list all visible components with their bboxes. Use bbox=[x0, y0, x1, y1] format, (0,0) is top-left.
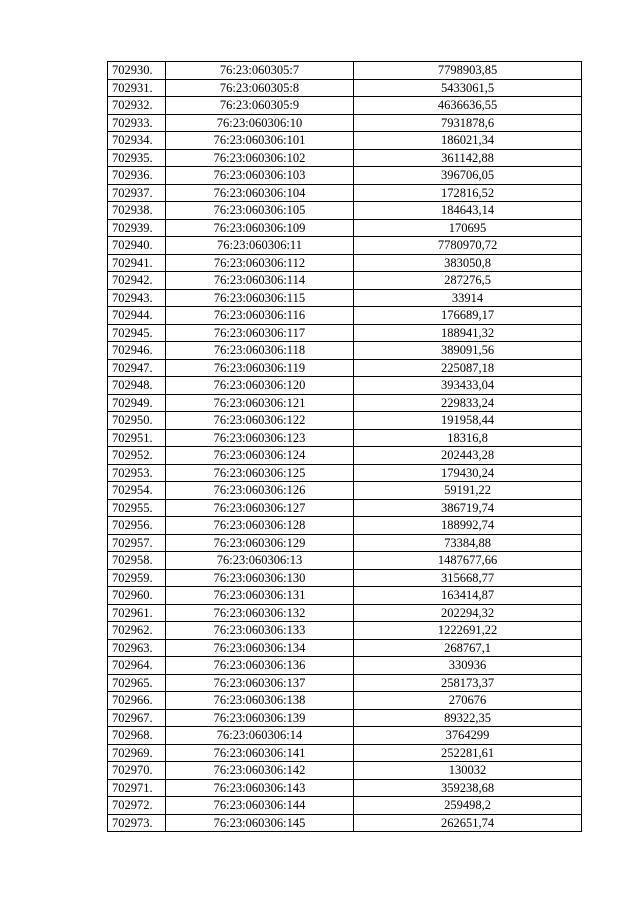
table-body bbox=[108, 62, 582, 832]
cadastral-value-table bbox=[107, 61, 582, 832]
table-row bbox=[108, 692, 582, 710]
row-number-cell: 702946. bbox=[108, 342, 166, 360]
cadastral-value-cell: 188941,32 bbox=[354, 324, 582, 342]
cadastral-value-cell: 202294,32 bbox=[354, 604, 582, 622]
cadastral-number-cell: 76:23:060306:144 bbox=[166, 797, 354, 815]
table-row bbox=[108, 814, 582, 832]
table-row bbox=[108, 359, 582, 377]
cadastral-number-cell: 76:23:060306:14 bbox=[166, 727, 354, 745]
table-row bbox=[108, 727, 582, 745]
cadastral-value-cell: 330936 bbox=[354, 657, 582, 675]
cadastral-value-cell: 4636636,55 bbox=[354, 97, 582, 115]
table-row bbox=[108, 202, 582, 220]
cadastral-value-cell: 225087,18 bbox=[354, 359, 582, 377]
cadastral-number-cell: 76:23:060306:122 bbox=[166, 412, 354, 430]
row-number-cell: 702943. bbox=[108, 289, 166, 307]
table-row bbox=[108, 709, 582, 727]
row-number-cell: 702955. bbox=[108, 499, 166, 517]
table-row bbox=[108, 272, 582, 290]
cadastral-value-cell: 262651,74 bbox=[354, 814, 582, 832]
row-number-cell: 702941. bbox=[108, 254, 166, 272]
cadastral-number-cell: 76:23:060306:128 bbox=[166, 517, 354, 535]
cadastral-number-cell: 76:23:060306:117 bbox=[166, 324, 354, 342]
table-row bbox=[108, 132, 582, 150]
row-number-cell: 702970. bbox=[108, 762, 166, 780]
row-number-cell: 702965. bbox=[108, 674, 166, 692]
table-row bbox=[108, 517, 582, 535]
cadastral-value-cell: 359238,68 bbox=[354, 779, 582, 797]
row-number-cell: 702957. bbox=[108, 534, 166, 552]
table-row bbox=[108, 114, 582, 132]
row-number-cell: 702961. bbox=[108, 604, 166, 622]
cadastral-number-cell: 76:23:060306:109 bbox=[166, 219, 354, 237]
cadastral-number-cell: 76:23:060306:136 bbox=[166, 657, 354, 675]
row-number-cell: 702959. bbox=[108, 569, 166, 587]
cadastral-number-cell: 76:23:060305:8 bbox=[166, 79, 354, 97]
cadastral-number-cell: 76:23:060306:115 bbox=[166, 289, 354, 307]
table-row bbox=[108, 482, 582, 500]
cadastral-value-cell: 170695 bbox=[354, 219, 582, 237]
table-row bbox=[108, 797, 582, 815]
cadastral-number-cell: 76:23:060306:127 bbox=[166, 499, 354, 517]
table-row bbox=[108, 534, 582, 552]
cadastral-value-cell: 163414,87 bbox=[354, 587, 582, 605]
cadastral-number-cell: 76:23:060306:13 bbox=[166, 552, 354, 570]
cadastral-number-cell: 76:23:060306:102 bbox=[166, 149, 354, 167]
cadastral-number-cell: 76:23:060306:134 bbox=[166, 639, 354, 657]
cadastral-number-cell: 76:23:060306:126 bbox=[166, 482, 354, 500]
table-row bbox=[108, 289, 582, 307]
table-row bbox=[108, 464, 582, 482]
cadastral-value-cell: 33914 bbox=[354, 289, 582, 307]
cadastral-value-cell: 179430,24 bbox=[354, 464, 582, 482]
table-row bbox=[108, 657, 582, 675]
cadastral-value-cell: 1487677,66 bbox=[354, 552, 582, 570]
table-row bbox=[108, 342, 582, 360]
row-number-cell: 702963. bbox=[108, 639, 166, 657]
cadastral-number-cell: 76:23:060306:139 bbox=[166, 709, 354, 727]
cadastral-value-cell: 361142,88 bbox=[354, 149, 582, 167]
row-number-cell: 702954. bbox=[108, 482, 166, 500]
cadastral-value-cell: 186021,34 bbox=[354, 132, 582, 150]
row-number-cell: 702930. bbox=[108, 62, 166, 80]
cadastral-number-cell: 76:23:060306:11 bbox=[166, 237, 354, 255]
cadastral-value-cell: 59191,22 bbox=[354, 482, 582, 500]
row-number-cell: 702969. bbox=[108, 744, 166, 762]
cadastral-value-cell: 188992,74 bbox=[354, 517, 582, 535]
row-number-cell: 702948. bbox=[108, 377, 166, 395]
row-number-cell: 702944. bbox=[108, 307, 166, 325]
table-row bbox=[108, 429, 582, 447]
cadastral-value-cell: 315668,77 bbox=[354, 569, 582, 587]
table-row bbox=[108, 762, 582, 780]
row-number-cell: 702962. bbox=[108, 622, 166, 640]
cadastral-value-cell: 7798903,85 bbox=[354, 62, 582, 80]
cadastral-value-cell: 184643,14 bbox=[354, 202, 582, 220]
row-number-cell: 702940. bbox=[108, 237, 166, 255]
table-row bbox=[108, 237, 582, 255]
cadastral-value-cell: 5433061,5 bbox=[354, 79, 582, 97]
cadastral-number-cell: 76:23:060306:121 bbox=[166, 394, 354, 412]
table-row bbox=[108, 569, 582, 587]
cadastral-number-cell: 76:23:060306:130 bbox=[166, 569, 354, 587]
cadastral-value-cell: 191958,44 bbox=[354, 412, 582, 430]
cadastral-number-cell: 76:23:060306:143 bbox=[166, 779, 354, 797]
cadastral-number-cell: 76:23:060306:124 bbox=[166, 447, 354, 465]
table-row bbox=[108, 412, 582, 430]
cadastral-number-cell: 76:23:060306:112 bbox=[166, 254, 354, 272]
table-row bbox=[108, 604, 582, 622]
cadastral-value-cell: 287276,5 bbox=[354, 272, 582, 290]
cadastral-number-cell: 76:23:060306:131 bbox=[166, 587, 354, 605]
row-number-cell: 702933. bbox=[108, 114, 166, 132]
cadastral-value-cell: 18316,8 bbox=[354, 429, 582, 447]
cadastral-value-cell: 252281,61 bbox=[354, 744, 582, 762]
table-row bbox=[108, 394, 582, 412]
cadastral-value-cell: 393433,04 bbox=[354, 377, 582, 395]
cadastral-value-cell: 229833,24 bbox=[354, 394, 582, 412]
row-number-cell: 702952. bbox=[108, 447, 166, 465]
cadastral-value-cell: 259498,2 bbox=[354, 797, 582, 815]
cadastral-value-cell: 270676 bbox=[354, 692, 582, 710]
row-number-cell: 702938. bbox=[108, 202, 166, 220]
row-number-cell: 702967. bbox=[108, 709, 166, 727]
cadastral-number-cell: 76:23:060306:125 bbox=[166, 464, 354, 482]
table-row bbox=[108, 324, 582, 342]
cadastral-value-cell: 130032 bbox=[354, 762, 582, 780]
table-row bbox=[108, 149, 582, 167]
table-row bbox=[108, 167, 582, 185]
row-number-cell: 702971. bbox=[108, 779, 166, 797]
table-row bbox=[108, 552, 582, 570]
cadastral-value-cell: 258173,37 bbox=[354, 674, 582, 692]
table-row bbox=[108, 79, 582, 97]
table-row bbox=[108, 587, 582, 605]
cadastral-number-cell: 76:23:060306:137 bbox=[166, 674, 354, 692]
row-number-cell: 702964. bbox=[108, 657, 166, 675]
row-number-cell: 702945. bbox=[108, 324, 166, 342]
row-number-cell: 702958. bbox=[108, 552, 166, 570]
cadastral-value-cell: 386719,74 bbox=[354, 499, 582, 517]
cadastral-number-cell: 76:23:060306:103 bbox=[166, 167, 354, 185]
table-row bbox=[108, 674, 582, 692]
cadastral-value-cell: 202443,28 bbox=[354, 447, 582, 465]
cadastral-number-cell: 76:23:060306:133 bbox=[166, 622, 354, 640]
cadastral-number-cell: 76:23:060306:119 bbox=[166, 359, 354, 377]
row-number-cell: 702968. bbox=[108, 727, 166, 745]
cadastral-number-cell: 76:23:060306:129 bbox=[166, 534, 354, 552]
cadastral-value-cell: 73384,88 bbox=[354, 534, 582, 552]
cadastral-number-cell: 76:23:060306:142 bbox=[166, 762, 354, 780]
row-number-cell: 702960. bbox=[108, 587, 166, 605]
cadastral-number-cell: 76:23:060306:105 bbox=[166, 202, 354, 220]
cadastral-number-cell: 76:23:060305:9 bbox=[166, 97, 354, 115]
table-row bbox=[108, 622, 582, 640]
cadastral-number-cell: 76:23:060306:114 bbox=[166, 272, 354, 290]
table-row bbox=[108, 499, 582, 517]
cadastral-number-cell: 76:23:060306:123 bbox=[166, 429, 354, 447]
row-number-cell: 702937. bbox=[108, 184, 166, 202]
row-number-cell: 702947. bbox=[108, 359, 166, 377]
row-number-cell: 702949. bbox=[108, 394, 166, 412]
table-row bbox=[108, 62, 582, 80]
row-number-cell: 702934. bbox=[108, 132, 166, 150]
table-row bbox=[108, 447, 582, 465]
cadastral-number-cell: 76:23:060306:104 bbox=[166, 184, 354, 202]
table-row bbox=[108, 97, 582, 115]
cadastral-number-cell: 76:23:060306:141 bbox=[166, 744, 354, 762]
cadastral-number-cell: 76:23:060306:138 bbox=[166, 692, 354, 710]
cadastral-number-cell: 76:23:060306:132 bbox=[166, 604, 354, 622]
cadastral-value-cell: 7780970,72 bbox=[354, 237, 582, 255]
cadastral-value-cell: 7931878,6 bbox=[354, 114, 582, 132]
cadastral-value-cell: 389091,56 bbox=[354, 342, 582, 360]
cadastral-value-cell: 383050,8 bbox=[354, 254, 582, 272]
cadastral-number-cell: 76:23:060306:120 bbox=[166, 377, 354, 395]
cadastral-number-cell: 76:23:060306:118 bbox=[166, 342, 354, 360]
cadastral-value-cell: 1222691,22 bbox=[354, 622, 582, 640]
row-number-cell: 702935. bbox=[108, 149, 166, 167]
cadastral-value-cell: 3764299 bbox=[354, 727, 582, 745]
cadastral-value-cell: 172816,52 bbox=[354, 184, 582, 202]
table-row bbox=[108, 377, 582, 395]
row-number-cell: 702942. bbox=[108, 272, 166, 290]
cadastral-number-cell: 76:23:060306:101 bbox=[166, 132, 354, 150]
row-number-cell: 702936. bbox=[108, 167, 166, 185]
row-number-cell: 702956. bbox=[108, 517, 166, 535]
cadastral-value-cell: 176689,17 bbox=[354, 307, 582, 325]
table-row bbox=[108, 779, 582, 797]
row-number-cell: 702932. bbox=[108, 97, 166, 115]
cadastral-number-cell: 76:23:060305:7 bbox=[166, 62, 354, 80]
cadastral-number-cell: 76:23:060306:116 bbox=[166, 307, 354, 325]
cadastral-number-cell: 76:23:060306:145 bbox=[166, 814, 354, 832]
cadastral-number-cell: 76:23:060306:10 bbox=[166, 114, 354, 132]
row-number-cell: 702931. bbox=[108, 79, 166, 97]
table-row bbox=[108, 254, 582, 272]
row-number-cell: 702973. bbox=[108, 814, 166, 832]
row-number-cell: 702966. bbox=[108, 692, 166, 710]
table-row bbox=[108, 307, 582, 325]
table-row bbox=[108, 184, 582, 202]
cadastral-value-cell: 396706,05 bbox=[354, 167, 582, 185]
row-number-cell: 702951. bbox=[108, 429, 166, 447]
cadastral-value-cell: 268767,1 bbox=[354, 639, 582, 657]
cadastral-value-cell: 89322,35 bbox=[354, 709, 582, 727]
table-row bbox=[108, 639, 582, 657]
row-number-cell: 702939. bbox=[108, 219, 166, 237]
table-row bbox=[108, 219, 582, 237]
row-number-cell: 702972. bbox=[108, 797, 166, 815]
row-number-cell: 702950. bbox=[108, 412, 166, 430]
table-row bbox=[108, 744, 582, 762]
row-number-cell: 702953. bbox=[108, 464, 166, 482]
